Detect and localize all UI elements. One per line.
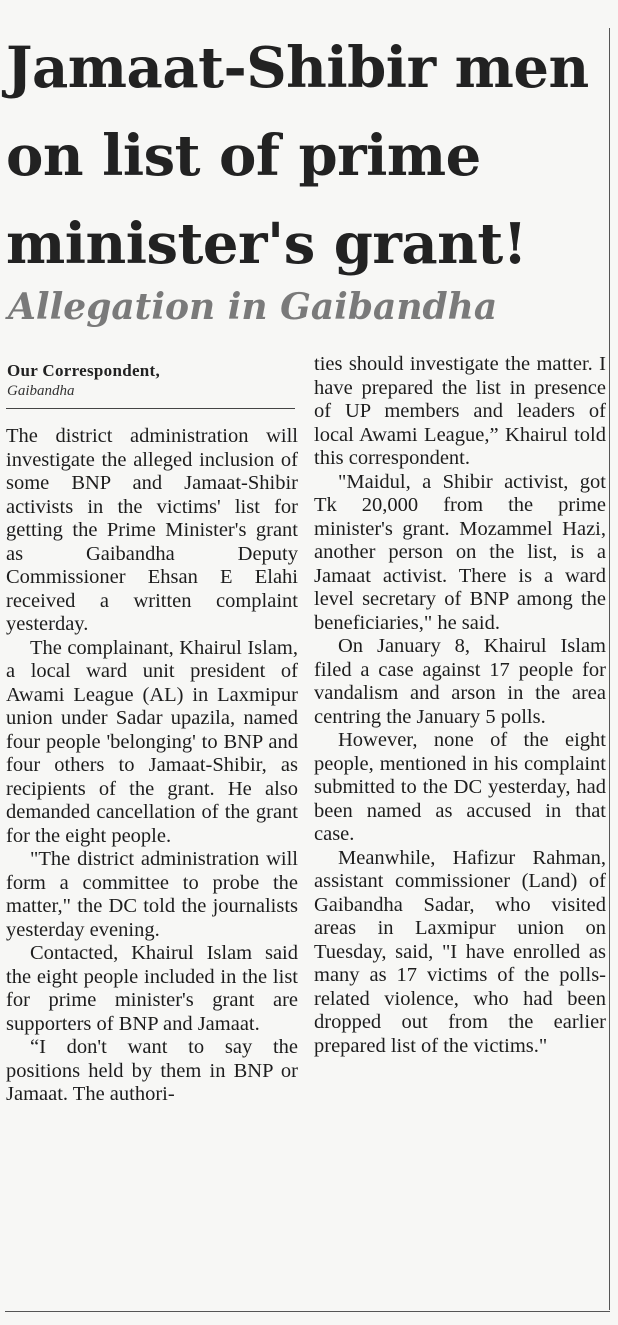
column-rule-bottom (5, 1311, 610, 1312)
paragraph: On January 8, Khairul Islam filed a case against 17 people for vandalism and arson in the area centring the January 5 polls. (314, 635, 606, 728)
paragraph: "Maidul, a Shibir activist, got Tk 20,000 from the prime minister's grant. Mozammel Hazi, another person on the list, is a Jamaat activist. There is a ward level secretary of BNP among the beneficiaries," he said. (314, 470, 606, 634)
paragraph: “I don't want to say the positions held by them in BNP or Jamaat. The authori- (6, 1036, 298, 1105)
byline-divider (6, 408, 295, 409)
paragraph: ties should investigate the matter. I have prepared the list in presence of UP members and leaders of local Awami League,” Khairul told this correspondent. (314, 353, 606, 469)
paragraph: "The district administration will form a committee to probe the matter," the DC told the journalists yesterday evening. (6, 848, 298, 941)
paragraph: The complainant, Khairul Islam, a local ward unit president of Awami League (AL) in Laxmipur union under Sadar upazila, named four people 'belonging' to BNP and four others to Jamaat-Shibir, as recipients of the grant. He also demanded cancellation of the grant for the eight people. (6, 636, 298, 847)
paragraph: Meanwhile, Hafizur Rahman, assistant commissioner (Land) of Gaibandha Sadar, who visited areas in Laxmipur union on Tuesday, said, "I have enrolled as many as 17 victims of the polls-related violence, who had been dropped out from the earlier prepared list of the victims." (314, 846, 606, 1057)
byline-name: Our Correspondent, (7, 361, 161, 380)
paragraph: However, none of the eight people, mentioned in his complaint submitted to the DC yesterday, had been named as accused in that case. (314, 729, 606, 845)
column-rule-right (609, 28, 610, 1310)
paragraph: The district administration will investigate the alleged inclusion of some BNP and Jamaat-Shibir activists in the victims' list for getting the Prime Minister's grant as Gaibandha Deputy Commissioner Ehsan E Elahi received a written complaint yesterday. (6, 425, 298, 635)
byline-place: Gaibandha (7, 383, 75, 399)
subheadline: Allegation in Gaibandha (8, 286, 498, 328)
paragraph: Contacted, Khairul Islam said the eight people included in the list for prime minister's grant are supporters of BNP and Jamaat. (6, 942, 298, 1035)
headline: Jamaat-Shibir men on list of prime minister's grant! (6, 35, 589, 277)
article-column-1 (6, 425, 298, 1107)
article-column-2 (314, 353, 606, 1058)
